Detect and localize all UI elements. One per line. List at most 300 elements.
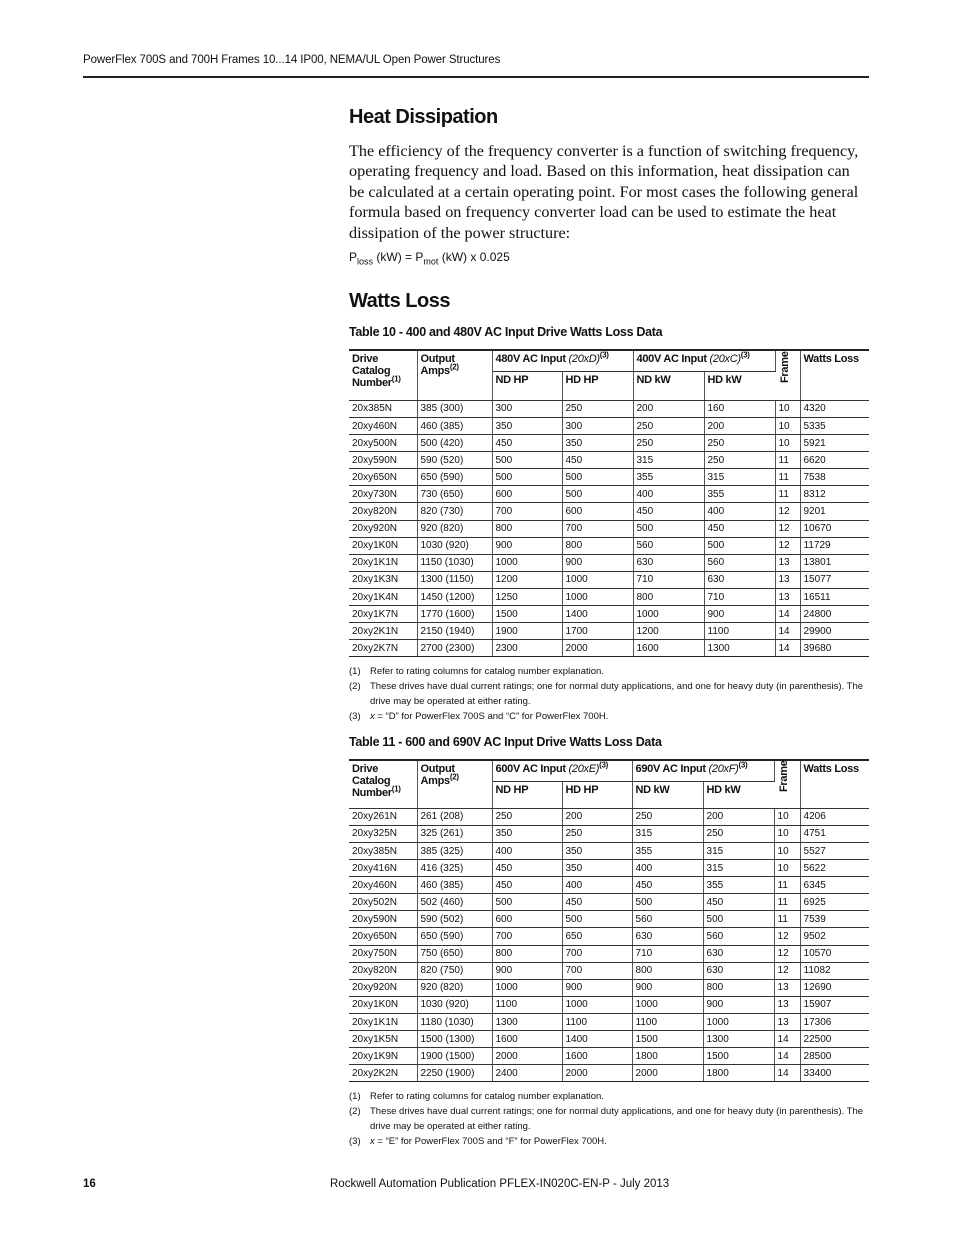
table-cell: 325 (261)	[417, 825, 492, 842]
table-row	[349, 640, 869, 657]
table-cell: 1030 (920)	[417, 537, 492, 554]
table-cell: 700	[562, 945, 632, 962]
table-cell: 450	[492, 877, 562, 894]
table-cell: 1900	[492, 623, 562, 640]
table-cell: 1300	[492, 1013, 562, 1030]
footnote-text-rest: = “E” for PowerFlex 700S and “F” for PowerFlex 700H.	[374, 1136, 607, 1148]
table11-col-hd-hp: HD HP	[562, 781, 632, 808]
table-cell: 20xy920N	[349, 979, 417, 996]
table-cell: 20xy590N	[349, 911, 417, 928]
table-cell: 20xy500N	[349, 435, 417, 452]
table-cell: 820 (730)	[417, 503, 492, 520]
table-cell: 900	[492, 537, 562, 554]
table-cell: 13	[775, 588, 800, 605]
table-cell: 800	[562, 537, 633, 554]
table-cell: 8312	[800, 486, 869, 503]
table-cell: 24800	[800, 606, 869, 623]
footnote-text: These drives have dual current ratings; one for normal duty applications, and one for heavy duty (in parenthesis). The drive may be operated at either rating.	[370, 1106, 864, 1133]
table-cell: 11	[774, 894, 800, 911]
table-cell: 350	[492, 418, 562, 435]
table-row	[349, 520, 869, 537]
table-row	[349, 962, 869, 979]
table-cell: 1900 (1500)	[417, 1048, 492, 1065]
table-cell: 12	[774, 928, 800, 945]
table-row	[349, 554, 869, 571]
footnote	[349, 679, 869, 709]
table-cell: 300	[492, 400, 562, 417]
table-cell: 1800	[632, 1048, 703, 1065]
footnote-text	[370, 1134, 869, 1149]
table-cell: 1000	[562, 588, 633, 605]
table11-col-watts: Watts Loss	[800, 760, 869, 808]
table-cell: 315	[703, 843, 774, 860]
table-cell: 6345	[800, 877, 869, 894]
table-cell: 1250	[492, 588, 562, 605]
table-cell: 2400	[492, 1065, 562, 1082]
table10-col-amps: Output Amps$^{(2)}$	[417, 350, 492, 400]
table-cell: 630	[704, 571, 775, 588]
page-content	[349, 106, 869, 1149]
table-cell: 1300	[703, 1031, 774, 1048]
table-cell: 560	[632, 911, 703, 928]
table-cell: 20xy1K4N	[349, 588, 417, 605]
table-cell: 17306	[800, 1013, 869, 1030]
table-cell: 1100	[562, 1013, 632, 1030]
table-cell: 10	[775, 418, 800, 435]
table-cell: 560	[703, 928, 774, 945]
table-cell: 20x385N	[349, 400, 417, 417]
table-cell: 10670	[800, 520, 869, 537]
table-cell: 28500	[800, 1048, 869, 1065]
table-cell: 160	[704, 400, 775, 417]
formula-sub-loss: loss	[357, 256, 374, 267]
table-cell: 250	[703, 825, 774, 842]
table-cell: 12690	[800, 979, 869, 996]
table-cell: 200	[562, 808, 632, 825]
table-cell: 2000	[562, 640, 633, 657]
table-cell: 7538	[800, 469, 869, 486]
table-row	[349, 843, 869, 860]
table-cell: 500	[632, 894, 703, 911]
table-row	[349, 503, 869, 520]
table-cell: 20xy650N	[349, 469, 417, 486]
table-cell: 12	[775, 520, 800, 537]
table11-group-690v: 690V AC Input $(20xF)^{(3)}$	[632, 760, 774, 781]
table-row	[349, 1013, 869, 1030]
table-cell: 20xy1K1N	[349, 1013, 417, 1030]
table-cell: 400	[492, 843, 562, 860]
table-cell: 590 (520)	[417, 452, 492, 469]
table-cell: 7539	[800, 911, 869, 928]
table-row	[349, 606, 869, 623]
table-cell: 14	[775, 640, 800, 657]
table-cell: 315	[704, 469, 775, 486]
table-row	[349, 979, 869, 996]
table-cell: 700	[562, 962, 632, 979]
table-cell: 250	[632, 808, 703, 825]
table-cell: 1100	[704, 623, 775, 640]
table-cell: 900	[704, 606, 775, 623]
table-cell: 1770 (1600)	[417, 606, 492, 623]
table-cell: 502 (460)	[417, 894, 492, 911]
table-cell: 1500	[492, 606, 562, 623]
table-cell: 1000	[633, 606, 704, 623]
table-cell: 1100	[632, 1013, 703, 1030]
table-cell: 15077	[800, 571, 869, 588]
table-cell: 500	[633, 520, 704, 537]
table-cell: 355	[632, 843, 703, 860]
table-cell: 800	[492, 945, 562, 962]
table-cell: 6620	[800, 452, 869, 469]
table-cell: 1200	[633, 623, 704, 640]
table-cell: 20xy820N	[349, 503, 417, 520]
table-cell: 350	[492, 825, 562, 842]
table-cell: 1500	[703, 1048, 774, 1065]
table-cell: 2000	[632, 1065, 703, 1082]
table-cell: 1700	[562, 623, 633, 640]
table-cell: 1300 (1150)	[417, 571, 492, 588]
table-cell: 11729	[800, 537, 869, 554]
table-cell: 500	[492, 894, 562, 911]
table-cell: 900	[703, 996, 774, 1013]
table-cell: 920 (820)	[417, 520, 492, 537]
formula-mid: (kW) = P	[373, 250, 424, 265]
table-cell: 1300	[704, 640, 775, 657]
table-cell: 710	[632, 945, 703, 962]
table-cell: 1100	[492, 996, 562, 1013]
table-row	[349, 945, 869, 962]
table-cell: 20xy1K5N	[349, 1031, 417, 1048]
table-row	[349, 537, 869, 554]
table-cell: 20xy2K7N	[349, 640, 417, 657]
table-cell: 22500	[800, 1031, 869, 1048]
table-cell: 15907	[800, 996, 869, 1013]
table-cell: 1800	[703, 1065, 774, 1082]
table-cell: 16511	[800, 588, 869, 605]
table-cell: 20xy590N	[349, 452, 417, 469]
table-cell: 710	[633, 571, 704, 588]
table-row	[349, 894, 869, 911]
table-cell: 4751	[800, 825, 869, 842]
table-cell: 315	[703, 860, 774, 877]
table-cell: 20xy920N	[349, 520, 417, 537]
table-cell: 250	[633, 418, 704, 435]
table11-title: Table 11 - 600 and 690V AC Input Drive Watts Loss Data	[349, 735, 662, 750]
table10-col-hd-hp: HD HP	[562, 371, 633, 400]
table-row	[349, 469, 869, 486]
table-cell: 1180 (1030)	[417, 1013, 492, 1030]
table11-body	[349, 808, 869, 1082]
table-cell: 750 (650)	[417, 945, 492, 962]
table-cell: 355	[704, 486, 775, 503]
table-row	[349, 418, 869, 435]
table-row	[349, 1065, 869, 1082]
table-cell: 450	[633, 503, 704, 520]
footnote	[349, 709, 869, 724]
table-cell: 800	[492, 520, 562, 537]
table-cell: 800	[633, 588, 704, 605]
table-cell: 1000	[562, 996, 632, 1013]
table-cell: 29900	[800, 623, 869, 640]
table-cell: 14	[774, 1031, 800, 1048]
table-cell: 20xy650N	[349, 928, 417, 945]
table-cell: 450	[632, 877, 703, 894]
table-cell: 20xy1K1N	[349, 554, 417, 571]
table-cell: 250	[492, 808, 562, 825]
table-row	[349, 928, 869, 945]
table-cell: 4320	[800, 400, 869, 417]
table-cell: 416 (325)	[417, 860, 492, 877]
table-cell: 460 (385)	[417, 877, 492, 894]
table-cell: 20xy2K2N	[349, 1065, 417, 1082]
table-cell: 10	[774, 808, 800, 825]
table-cell: 300	[562, 418, 633, 435]
table-cell: 385 (325)	[417, 843, 492, 860]
footnote-text: Refer to rating columns for catalog number explanation.	[370, 666, 604, 678]
table-cell: 900	[562, 554, 633, 571]
table-row	[349, 588, 869, 605]
table-cell: 9201	[800, 503, 869, 520]
table-row	[349, 435, 869, 452]
table-cell: 200	[703, 808, 774, 825]
table-cell: 2250 (1900)	[417, 1065, 492, 1082]
table-row	[349, 1031, 869, 1048]
table-cell: 1400	[562, 1031, 632, 1048]
table-cell: 600	[562, 503, 633, 520]
table-cell: 500 (420)	[417, 435, 492, 452]
table-cell: 500	[562, 486, 633, 503]
table-cell: 350	[562, 860, 632, 877]
footnote-number: (3)	[349, 1136, 361, 1148]
table-cell: 560	[633, 537, 704, 554]
table-cell: 250	[562, 400, 633, 417]
table11-col-nd-kw: ND kW	[632, 781, 703, 808]
table-cell: 20xy416N	[349, 860, 417, 877]
table-row	[349, 486, 869, 503]
table-cell: 900	[632, 979, 703, 996]
table-cell: 400	[633, 486, 704, 503]
table-cell: 500	[562, 911, 632, 928]
table-cell: 11	[774, 911, 800, 928]
table-cell: 630	[703, 945, 774, 962]
table-cell: 450	[704, 520, 775, 537]
table11-footnotes	[349, 1089, 869, 1149]
table11-col-amps: Output Amps$^{(2)}$	[417, 760, 492, 808]
table-cell: 12	[775, 537, 800, 554]
table-cell: 590 (502)	[417, 911, 492, 928]
footnote-number: (1)	[349, 1091, 361, 1103]
table10-col-hd-kw: HD kW	[704, 371, 775, 400]
table-cell: 560	[704, 554, 775, 571]
table-cell: 261 (208)	[417, 808, 492, 825]
footnote-number: (3)	[349, 711, 361, 723]
table-cell: 500	[703, 911, 774, 928]
table11-group-600v: 600V AC Input $(20xE)^{(3)}$	[492, 760, 632, 781]
table-cell: 250	[704, 452, 775, 469]
table10-col-nd-hp: ND HP	[492, 371, 562, 400]
table-cell: 650 (590)	[417, 928, 492, 945]
table-cell: 2000	[492, 1048, 562, 1065]
table11-col-hd-kw: HD kW	[703, 781, 774, 808]
table-cell: 12	[774, 962, 800, 979]
table-cell: 1600	[562, 1048, 632, 1065]
table10-col-catalog: Drive Catalog Number$^{(1)}$	[349, 350, 417, 400]
table-cell: 10	[774, 843, 800, 860]
footnote	[349, 1134, 869, 1149]
table-cell: 1000	[562, 571, 633, 588]
table-row	[349, 571, 869, 588]
table-cell: 250	[633, 435, 704, 452]
table-cell: 450	[492, 860, 562, 877]
table10	[349, 349, 869, 657]
table-cell: 11082	[800, 962, 869, 979]
footnote-text	[370, 709, 869, 724]
table-row	[349, 623, 869, 640]
table-cell: 2150 (1940)	[417, 623, 492, 640]
table-cell: 500	[492, 469, 562, 486]
table-row	[349, 877, 869, 894]
table-cell: 400	[704, 503, 775, 520]
table-cell: 650	[562, 928, 632, 945]
table-cell: 600	[492, 911, 562, 928]
table-cell: 9502	[800, 928, 869, 945]
table-cell: 600	[492, 486, 562, 503]
table-cell: 20xy1K0N	[349, 996, 417, 1013]
heat-dissipation-heading: Heat Dissipation	[349, 106, 498, 128]
table-cell: 33400	[800, 1065, 869, 1082]
table-cell: 20xy730N	[349, 486, 417, 503]
table-cell: 5527	[800, 843, 869, 860]
table-cell: 1500 (1300)	[417, 1031, 492, 1048]
table-row	[349, 452, 869, 469]
table-cell: 710	[704, 588, 775, 605]
header-rule	[83, 76, 869, 78]
table10-col-watts: Watts Loss	[800, 350, 869, 400]
footnote	[349, 1089, 869, 1104]
table-cell: 630	[703, 962, 774, 979]
table-cell: 450	[562, 452, 633, 469]
table-cell: 900	[492, 962, 562, 979]
table-cell: 39680	[800, 640, 869, 657]
table-cell: 11	[775, 486, 800, 503]
table-cell: 20xy1K0N	[349, 537, 417, 554]
table-cell: 10	[774, 825, 800, 842]
table-cell: 13	[775, 554, 800, 571]
table-cell: 1030 (920)	[417, 996, 492, 1013]
table-cell: 20xy460N	[349, 418, 417, 435]
table-cell: 450	[492, 435, 562, 452]
table-cell: 20xy1K7N	[349, 606, 417, 623]
table-cell: 315	[632, 825, 703, 842]
table-cell: 1600	[633, 640, 704, 657]
table-row	[349, 996, 869, 1013]
table-cell: 1000	[492, 979, 562, 996]
table-cell: 315	[633, 452, 704, 469]
table-cell: 450	[703, 894, 774, 911]
table-cell: 14	[774, 1065, 800, 1082]
table-cell: 5921	[800, 435, 869, 452]
table-cell: 2700 (2300)	[417, 640, 492, 657]
table-cell: 1450 (1200)	[417, 588, 492, 605]
table-cell: 20xy1K9N	[349, 1048, 417, 1065]
table-cell: 12	[774, 945, 800, 962]
table-row	[349, 860, 869, 877]
table-cell: 800	[703, 979, 774, 996]
table-cell: 1000	[632, 996, 703, 1013]
table10-group-400v: 400V AC Input $(20xC)^{(3)}$	[633, 350, 775, 371]
footnote-text: These drives have dual current ratings; one for normal duty applications, and one for heavy duty (in parenthesis). The drive may be operated at either rating.	[370, 681, 864, 708]
table10-group-480v: 480V AC Input $(20xD)^{(3)}$	[492, 350, 633, 371]
footnote-number: (1)	[349, 666, 361, 678]
table10-col-frame: Frame	[775, 350, 800, 400]
table11	[349, 759, 869, 1082]
table-cell: 5335	[800, 418, 869, 435]
formula-sub-mot: mot	[423, 256, 439, 267]
footnote-number: (2)	[349, 681, 361, 693]
table-cell: 920 (820)	[417, 979, 492, 996]
table-cell: 14	[775, 623, 800, 640]
table-cell: 20xy1K3N	[349, 571, 417, 588]
table-cell: 20xy2K1N	[349, 623, 417, 640]
table-cell: 630	[632, 928, 703, 945]
table-cell: 13	[775, 571, 800, 588]
table-cell: 6925	[800, 894, 869, 911]
table-cell: 4206	[800, 808, 869, 825]
table-cell: 10	[775, 400, 800, 417]
table-row	[349, 1048, 869, 1065]
table-cell: 355	[633, 469, 704, 486]
table-row	[349, 825, 869, 842]
watts-loss-heading: Watts Loss	[349, 290, 450, 313]
table10-body	[349, 400, 869, 656]
table-cell: 200	[704, 418, 775, 435]
footnote-text-rest: = “D” for PowerFlex 700S and “C” for PowerFlex 700H.	[374, 711, 609, 723]
table-row	[349, 808, 869, 825]
table-cell: 10	[775, 435, 800, 452]
table-cell: 385 (300)	[417, 400, 492, 417]
table-cell: 10	[774, 860, 800, 877]
table-cell: 20xy820N	[349, 962, 417, 979]
table-cell: 20xy261N	[349, 808, 417, 825]
table10-footnotes	[349, 664, 869, 724]
table-cell: 250	[562, 825, 632, 842]
publication-footer: Rockwell Automation Publication PFLEX-IN020C-EN-P - July 2013	[330, 1178, 670, 1190]
footnote-text: Refer to rating columns for catalog number explanation.	[370, 1091, 604, 1103]
table11-col-catalog: Drive Catalog Number$^{(1)}$	[349, 760, 417, 808]
footnote-variable: x	[370, 711, 375, 723]
running-header: PowerFlex 700S and 700H Frames 10...14 IP00, NEMA/UL Open Power Structures	[83, 54, 501, 66]
table-cell: 900	[562, 979, 632, 996]
table-cell: 820 (750)	[417, 962, 492, 979]
formula-end: (kW) x 0.025	[438, 250, 510, 265]
table11-col-nd-hp: ND HP	[492, 781, 562, 808]
table-cell: 700	[492, 503, 562, 520]
table10-col-nd-kw: ND kW	[633, 371, 704, 400]
table-cell: 14	[775, 606, 800, 623]
table-cell: 1200	[492, 571, 562, 588]
table-cell: 1400	[562, 606, 633, 623]
heat-dissipation-paragraph: The efficiency of the frequency converter is a function of switching frequency, operating frequency and load. Based on this information, heat dissipation can be calculated at a certain operating point. For most cases the following general formula based on frequency converter load can be used to estimate the heat dissipation of the power structure:	[349, 142, 859, 242]
table-cell: 800	[632, 962, 703, 979]
table-row	[349, 400, 869, 417]
table-cell: 650 (590)	[417, 469, 492, 486]
table-cell: 1000	[703, 1013, 774, 1030]
table-cell: 500	[492, 452, 562, 469]
footnote	[349, 1104, 869, 1134]
table11-col-frame: Frame	[774, 760, 800, 808]
table-cell: 13801	[800, 554, 869, 571]
table-row	[349, 911, 869, 928]
